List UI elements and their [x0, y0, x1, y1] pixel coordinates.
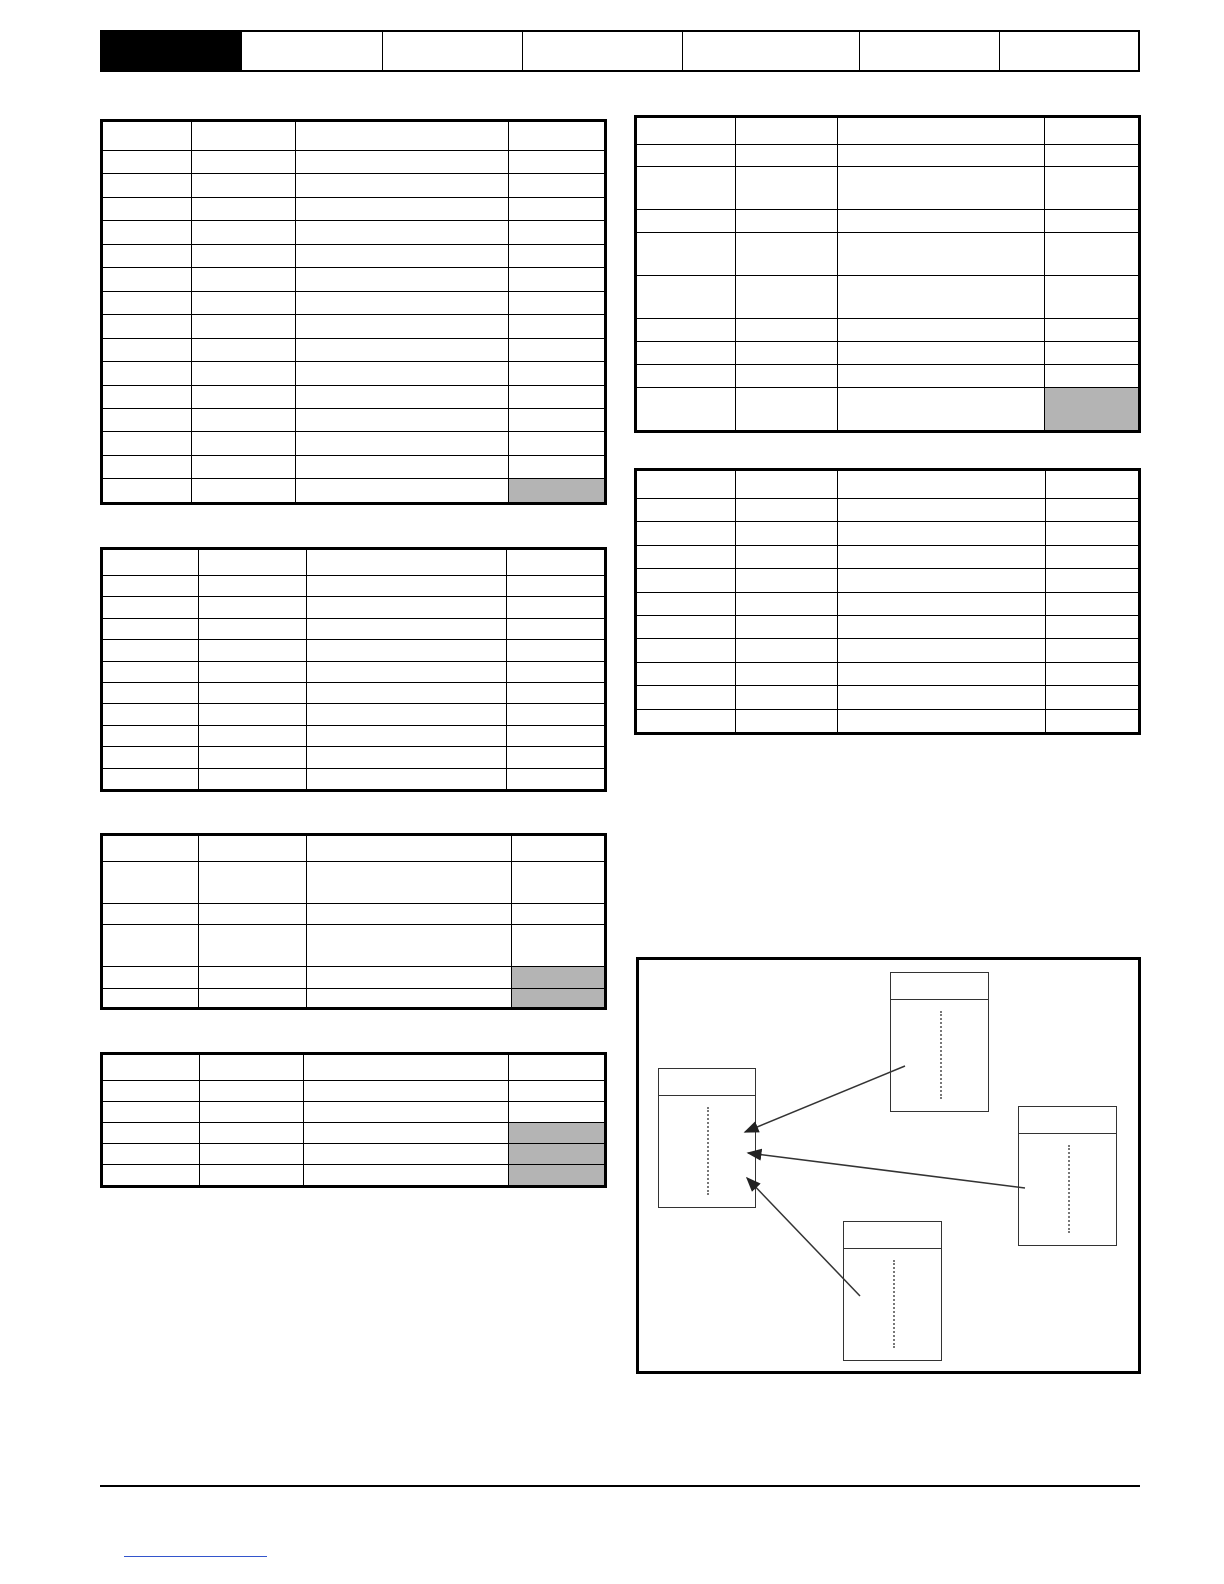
table-cell	[507, 661, 605, 682]
table-cell	[1046, 592, 1139, 615]
table-cell	[736, 662, 838, 685]
table-cell	[199, 747, 307, 768]
table-header-cell	[838, 471, 1046, 499]
nav-tab[interactable]	[860, 32, 1000, 70]
table-cell	[307, 682, 507, 703]
parameter-table	[634, 468, 1141, 735]
nav-tab-active[interactable]	[100, 32, 242, 70]
table-cell	[736, 388, 838, 431]
table-cell	[192, 221, 296, 244]
table-cell	[307, 904, 512, 925]
table-header-cell	[637, 118, 736, 145]
table-cell	[296, 362, 509, 385]
table-cell	[103, 221, 192, 244]
table-cell	[509, 315, 605, 338]
table-cell	[512, 925, 605, 967]
table-cell	[103, 682, 199, 703]
table-cell	[637, 319, 736, 342]
table-cell	[103, 704, 199, 725]
table-cell	[192, 338, 296, 361]
table-cell	[192, 408, 296, 431]
parameter-table	[100, 1052, 607, 1188]
table-cell	[296, 268, 509, 291]
table-cell	[509, 291, 605, 314]
table-cell	[509, 197, 605, 220]
table-header-cell	[509, 122, 605, 151]
table-cell	[736, 686, 838, 709]
table-header-cell	[103, 1055, 200, 1081]
table-header-cell	[838, 118, 1045, 145]
table-cell	[307, 862, 512, 904]
table-cell	[736, 639, 838, 662]
nav-tab[interactable]	[683, 32, 860, 70]
table-cell	[637, 592, 736, 615]
table-cell	[507, 768, 605, 789]
table-cell	[838, 319, 1045, 342]
table-cell	[192, 315, 296, 338]
table-cell	[838, 662, 1046, 685]
table-cell	[1046, 522, 1139, 545]
table-cell	[103, 1102, 200, 1123]
table-cell-shaded	[512, 989, 605, 1008]
table-cell	[507, 618, 605, 639]
table-cell	[192, 432, 296, 455]
connection-arrows	[639, 960, 1138, 1371]
table-cell	[296, 315, 509, 338]
table-cell	[1046, 569, 1139, 592]
table-cell	[103, 197, 192, 220]
table-cell-shaded	[509, 1123, 605, 1144]
table-cell	[199, 862, 307, 904]
table-cell	[200, 1123, 304, 1144]
table-cell	[200, 1165, 304, 1186]
table-cell	[509, 362, 605, 385]
table-cell	[307, 618, 507, 639]
table-cell	[736, 210, 838, 233]
parameter-table	[100, 833, 607, 1010]
table-cell	[509, 432, 605, 455]
table-cell	[1045, 365, 1139, 388]
table-cell	[192, 151, 296, 174]
table-cell	[838, 592, 1046, 615]
table-cell	[103, 1081, 200, 1102]
table-cell	[103, 862, 199, 904]
table-cell	[103, 408, 192, 431]
table-cell	[1046, 545, 1139, 568]
table-cell	[838, 210, 1045, 233]
table-cell	[637, 167, 736, 210]
table-cell	[637, 615, 736, 638]
table-cell	[103, 1123, 200, 1144]
table-cell	[199, 768, 307, 789]
table-cell	[637, 210, 736, 233]
table-cell	[637, 499, 736, 522]
nav-tab[interactable]	[1000, 32, 1140, 70]
table-cell	[637, 145, 736, 167]
table-cell	[304, 1102, 509, 1123]
table-cell	[838, 545, 1046, 568]
table-cell	[637, 342, 736, 365]
table-cell	[307, 704, 507, 725]
table-cell	[736, 545, 838, 568]
table-header-cell	[307, 836, 512, 862]
table-header-cell	[736, 118, 838, 145]
table-cell	[637, 365, 736, 388]
table-cell	[199, 904, 307, 925]
table-cell	[199, 682, 307, 703]
table-cell	[637, 639, 736, 662]
table-cell	[304, 1144, 509, 1165]
table-cell	[103, 597, 199, 618]
table-cell	[200, 1144, 304, 1165]
table-cell	[103, 432, 192, 455]
table-header-cell	[736, 471, 838, 499]
table-cell	[1045, 145, 1139, 167]
table-header-cell	[307, 550, 507, 576]
table-cell	[509, 1081, 605, 1102]
nav-tab[interactable]	[242, 32, 383, 70]
table-cell	[1046, 709, 1139, 732]
table-cell	[307, 925, 512, 967]
table-cell	[103, 618, 199, 639]
table-cell	[507, 682, 605, 703]
table-cell	[103, 1144, 200, 1165]
table-cell	[199, 640, 307, 661]
table-cell	[838, 686, 1046, 709]
table-cell	[736, 522, 838, 545]
table-cell	[736, 592, 838, 615]
table-cell	[838, 233, 1045, 276]
table-cell	[103, 1165, 200, 1186]
table-cell	[304, 1123, 509, 1144]
table-cell	[103, 244, 192, 267]
table-cell	[296, 455, 509, 478]
top-navigation-bar	[100, 30, 1140, 72]
table-header-cell	[512, 836, 605, 862]
table-cell	[736, 276, 838, 319]
table-cell	[296, 479, 509, 503]
table-cell	[307, 967, 512, 989]
table-cell	[507, 704, 605, 725]
table-cell	[296, 408, 509, 431]
table-cell	[736, 615, 838, 638]
table-cell	[637, 522, 736, 545]
table-cell	[199, 576, 307, 597]
table-cell	[192, 455, 296, 478]
table-cell	[307, 747, 507, 768]
table-cell	[1045, 342, 1139, 365]
table-cell	[103, 725, 199, 746]
table-cell	[103, 174, 192, 197]
nav-tab[interactable]	[383, 32, 523, 70]
parameter-table	[100, 119, 607, 505]
table-header-cell	[296, 122, 509, 151]
table-cell	[637, 709, 736, 732]
table-cell	[1046, 639, 1139, 662]
table-cell	[736, 709, 838, 732]
table-cell	[307, 640, 507, 661]
table-header-cell	[103, 550, 199, 576]
table-cell	[838, 615, 1046, 638]
table-cell	[1046, 662, 1139, 685]
table-cell	[838, 365, 1045, 388]
table-cell	[296, 221, 509, 244]
table-header-cell	[304, 1055, 509, 1081]
table-cell	[296, 174, 509, 197]
table-cell	[200, 1081, 304, 1102]
table-header-cell	[507, 550, 605, 576]
table-cell	[1046, 686, 1139, 709]
table-cell	[1045, 233, 1139, 276]
table-cell	[509, 338, 605, 361]
table-cell-shaded	[509, 1144, 605, 1165]
table-cell	[838, 569, 1046, 592]
table-cell	[736, 167, 838, 210]
table-cell	[199, 618, 307, 639]
table-cell	[103, 904, 199, 925]
table-header-cell	[192, 122, 296, 151]
footer-rule	[100, 1485, 1140, 1487]
table-cell	[103, 362, 192, 385]
table-cell	[192, 385, 296, 408]
table-cell	[103, 268, 192, 291]
table-cell	[192, 291, 296, 314]
table-cell	[838, 167, 1045, 210]
table-cell-shaded	[509, 1165, 605, 1186]
table-cell	[192, 362, 296, 385]
table-cell	[103, 315, 192, 338]
table-cell	[1045, 167, 1139, 210]
table-cell	[103, 661, 199, 682]
footer-link[interactable]	[124, 1556, 267, 1557]
table-cell	[296, 244, 509, 267]
table-cell	[304, 1165, 509, 1186]
table-cell	[199, 597, 307, 618]
table-cell	[509, 408, 605, 431]
table-cell	[637, 662, 736, 685]
table-cell	[637, 569, 736, 592]
table-cell	[637, 276, 736, 319]
table-cell	[103, 385, 192, 408]
table-cell	[103, 640, 199, 661]
table-header-cell	[200, 1055, 304, 1081]
table-cell	[838, 499, 1046, 522]
table-header-cell	[103, 122, 192, 151]
table-cell	[509, 244, 605, 267]
table-cell	[736, 365, 838, 388]
table-cell	[1045, 210, 1139, 233]
table-cell	[200, 1102, 304, 1123]
table-cell	[637, 388, 736, 431]
parameter-table	[634, 115, 1141, 433]
table-cell	[637, 545, 736, 568]
table-cell	[103, 479, 192, 503]
table-cell	[199, 989, 307, 1008]
table-cell	[838, 342, 1045, 365]
table-cell	[838, 145, 1045, 167]
table-cell	[192, 268, 296, 291]
table-cell	[192, 174, 296, 197]
table-cell	[838, 709, 1046, 732]
table-cell	[307, 597, 507, 618]
table-cell	[509, 221, 605, 244]
table-header-cell	[1045, 118, 1139, 145]
table-header-cell	[637, 471, 736, 499]
table-cell	[103, 151, 192, 174]
table-cell	[507, 597, 605, 618]
table-header-cell	[1046, 471, 1139, 499]
table-cell	[192, 197, 296, 220]
table-cell	[296, 338, 509, 361]
table-cell	[509, 1102, 605, 1123]
table-cell	[307, 768, 507, 789]
table-cell	[192, 479, 296, 503]
table-header-cell	[509, 1055, 605, 1081]
table-header-cell	[103, 836, 199, 862]
table-cell	[736, 569, 838, 592]
table-cell	[838, 522, 1046, 545]
table-cell	[736, 342, 838, 365]
table-cell	[307, 661, 507, 682]
nav-tab[interactable]	[523, 32, 683, 70]
table-cell	[507, 725, 605, 746]
table-cell	[103, 967, 199, 989]
table-cell	[509, 268, 605, 291]
table-cell	[199, 704, 307, 725]
table-cell	[199, 725, 307, 746]
table-cell	[307, 725, 507, 746]
table-cell	[509, 455, 605, 478]
table-cell	[736, 319, 838, 342]
table-cell	[736, 145, 838, 167]
table-cell	[507, 576, 605, 597]
table-cell	[507, 747, 605, 768]
table-cell	[1046, 499, 1139, 522]
arrow-line	[748, 1153, 1025, 1188]
table-cell	[509, 174, 605, 197]
table-cell	[838, 639, 1046, 662]
table-cell	[838, 276, 1045, 319]
table-header-cell	[199, 550, 307, 576]
table-cell	[296, 385, 509, 408]
table-cell-shaded	[512, 967, 605, 989]
table-cell	[103, 455, 192, 478]
block-diagram	[636, 957, 1141, 1374]
table-cell	[103, 989, 199, 1008]
table-cell	[307, 576, 507, 597]
table-cell	[103, 747, 199, 768]
table-cell	[512, 904, 605, 925]
table-cell	[736, 499, 838, 522]
arrow-line	[747, 1178, 860, 1296]
arrow-line	[745, 1066, 905, 1132]
table-cell	[192, 244, 296, 267]
table-cell-shaded	[1045, 388, 1139, 431]
parameter-table	[100, 547, 607, 792]
table-cell	[1045, 276, 1139, 319]
table-cell	[199, 925, 307, 967]
table-cell	[296, 197, 509, 220]
table-cell	[103, 338, 192, 361]
table-header-cell	[199, 836, 307, 862]
table-cell	[838, 388, 1045, 431]
table-cell-shaded	[509, 479, 605, 503]
table-cell	[103, 576, 199, 597]
table-cell	[103, 291, 192, 314]
table-cell	[199, 967, 307, 989]
table-cell	[103, 925, 199, 967]
table-cell	[512, 862, 605, 904]
table-cell	[637, 686, 736, 709]
table-cell	[103, 768, 199, 789]
table-cell	[509, 385, 605, 408]
table-cell	[296, 291, 509, 314]
table-cell	[296, 432, 509, 455]
table-cell	[509, 151, 605, 174]
table-cell	[307, 989, 512, 1008]
table-cell	[296, 151, 509, 174]
table-cell	[1045, 319, 1139, 342]
table-cell	[637, 233, 736, 276]
table-cell	[736, 233, 838, 276]
table-cell	[1046, 615, 1139, 638]
table-cell	[304, 1081, 509, 1102]
table-cell	[507, 640, 605, 661]
table-cell	[199, 661, 307, 682]
